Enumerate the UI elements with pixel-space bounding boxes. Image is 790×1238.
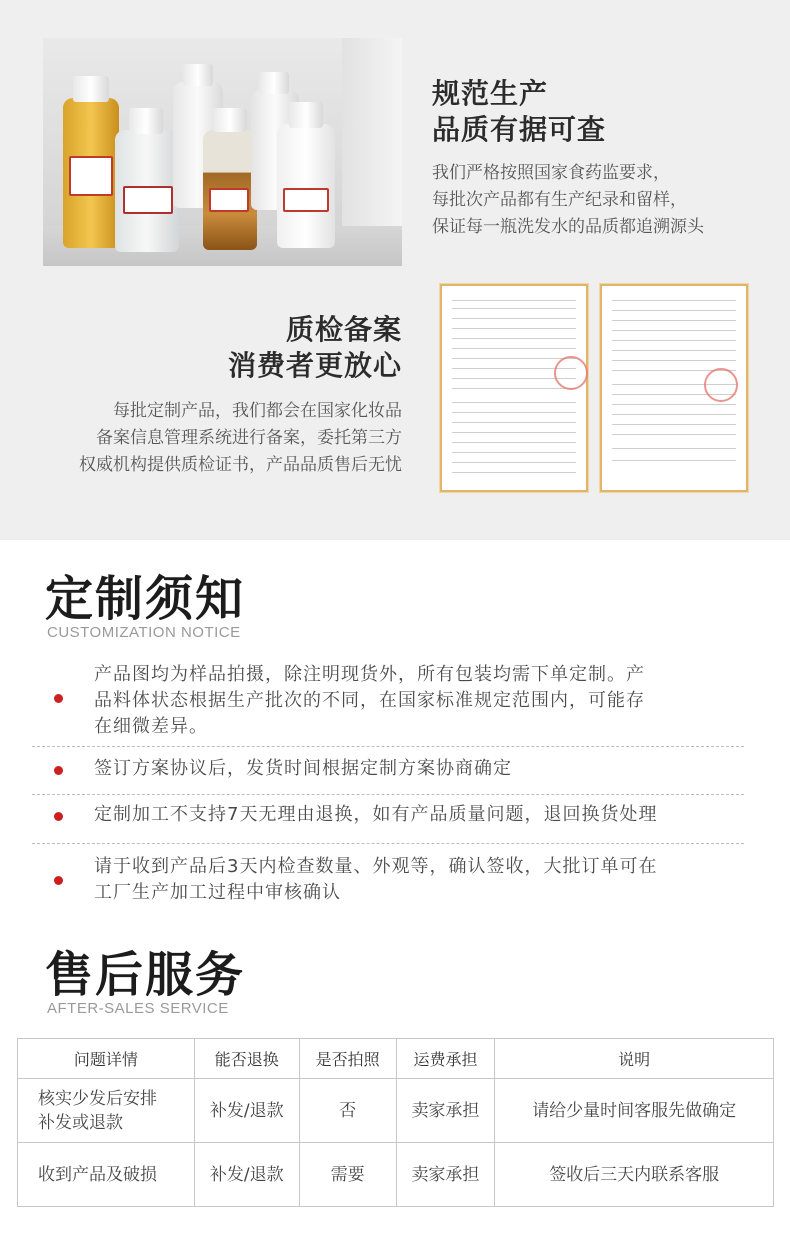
cell-photo: 否	[299, 1079, 396, 1143]
bullet-dot-icon	[54, 812, 63, 821]
cell-issue	[18, 1079, 195, 1143]
after-sales-table	[17, 1038, 774, 1207]
feature1-desc-line: 我们严格按照国家食药监要求，	[432, 163, 670, 183]
bullet-dot-icon	[54, 876, 63, 885]
cell-shipping: 卖家承担	[396, 1079, 495, 1143]
notice-item-line: 签订方案协议后，发货时间根据定制方案协商确定	[94, 758, 512, 779]
notice-item-line: 定制加工不支持7天无理由退换，如有产品质量问题，退回换货处理	[94, 804, 658, 825]
feature2-desc-line: 备案信息管理系统进行备案，委托第三方	[96, 428, 402, 448]
divider	[32, 746, 744, 747]
cell-shipping: 卖家承担	[396, 1143, 495, 1207]
cell-issue	[18, 1143, 195, 1207]
feature1-title-line2: 品质有据可查	[432, 113, 607, 146]
notice-item	[32, 660, 744, 740]
cell-issue-line: 核实少发后安排	[38, 1088, 157, 1109]
cell-issue-line: 补发或退款	[38, 1112, 123, 1133]
table-row	[18, 1079, 774, 1143]
column-header-refund: 能否退换	[194, 1039, 299, 1079]
column-header-issue: 问题详情	[18, 1039, 195, 1079]
feature1-description	[432, 160, 704, 241]
feature2-title-line1: 质检备案	[285, 313, 402, 346]
feature1-desc-line: 保证每一瓶洗发水的品质都追溯源头	[432, 217, 704, 237]
feature2-title-line2: 消费者更放心	[227, 349, 402, 382]
cell-refund: 补发/退款	[194, 1079, 299, 1143]
notice-item-line: 工厂生产加工过程中审核确认	[94, 882, 341, 903]
feature2-description	[20, 398, 402, 479]
notice-item-line: 在细微差异。	[94, 716, 208, 737]
feature1-title	[432, 76, 606, 148]
column-header-photo: 是否拍照	[299, 1039, 396, 1079]
notice-subtitle: CUSTOMIZATION NOTICE	[47, 624, 241, 641]
filing-certificate-image	[600, 284, 748, 492]
service-title: 售后服务	[45, 947, 246, 1003]
feature2-title	[208, 312, 402, 384]
table-row	[18, 1143, 774, 1207]
notice-item-line: 请于收到产品后3天内检查数量、外观等，确认签收，大批订单可在	[94, 856, 658, 877]
cell-note: 签收后三天内联系客服	[495, 1143, 774, 1207]
notice-title: 定制须知	[45, 571, 246, 627]
notice-item	[32, 854, 744, 906]
notice-item	[32, 802, 744, 832]
feature1-desc-line: 每批次产品都有生产纪录和留样，	[432, 190, 687, 210]
notice-item-line: 产品图均为样品拍摄，除注明现货外，所有包装均需下单定制。产	[94, 664, 645, 685]
bullet-dot-icon	[54, 766, 63, 775]
cell-refund: 补发/退款	[194, 1143, 299, 1207]
column-header-note: 说明	[495, 1039, 774, 1079]
cell-note: 请给少量时间客服先做确定	[495, 1079, 774, 1143]
feature1-title-line1: 规范生产	[432, 77, 549, 110]
feature2-desc-line: 每批定制产品，我们都会在国家化妆品	[113, 401, 402, 421]
divider	[32, 794, 744, 795]
feature2-desc-line: 权威机构提供质检证书，产品品质售后无忧	[79, 455, 402, 475]
top-section	[0, 0, 790, 540]
service-subtitle: AFTER-SALES SERVICE	[47, 1000, 229, 1017]
column-header-shipping: 运费承担	[396, 1039, 495, 1079]
notice-item	[32, 756, 744, 786]
product-sample-photo	[43, 38, 402, 266]
cell-photo: 需要	[299, 1143, 396, 1207]
cell-issue-line: 收到产品及破损	[38, 1164, 157, 1185]
inspection-certificate-image	[440, 284, 588, 492]
notice-item-line: 品料体状态根据生产批次的不同，在国家标准规定范围内，可能存	[94, 690, 645, 711]
table-header-row	[18, 1039, 774, 1079]
bullet-dot-icon	[54, 694, 63, 703]
divider	[32, 843, 744, 844]
